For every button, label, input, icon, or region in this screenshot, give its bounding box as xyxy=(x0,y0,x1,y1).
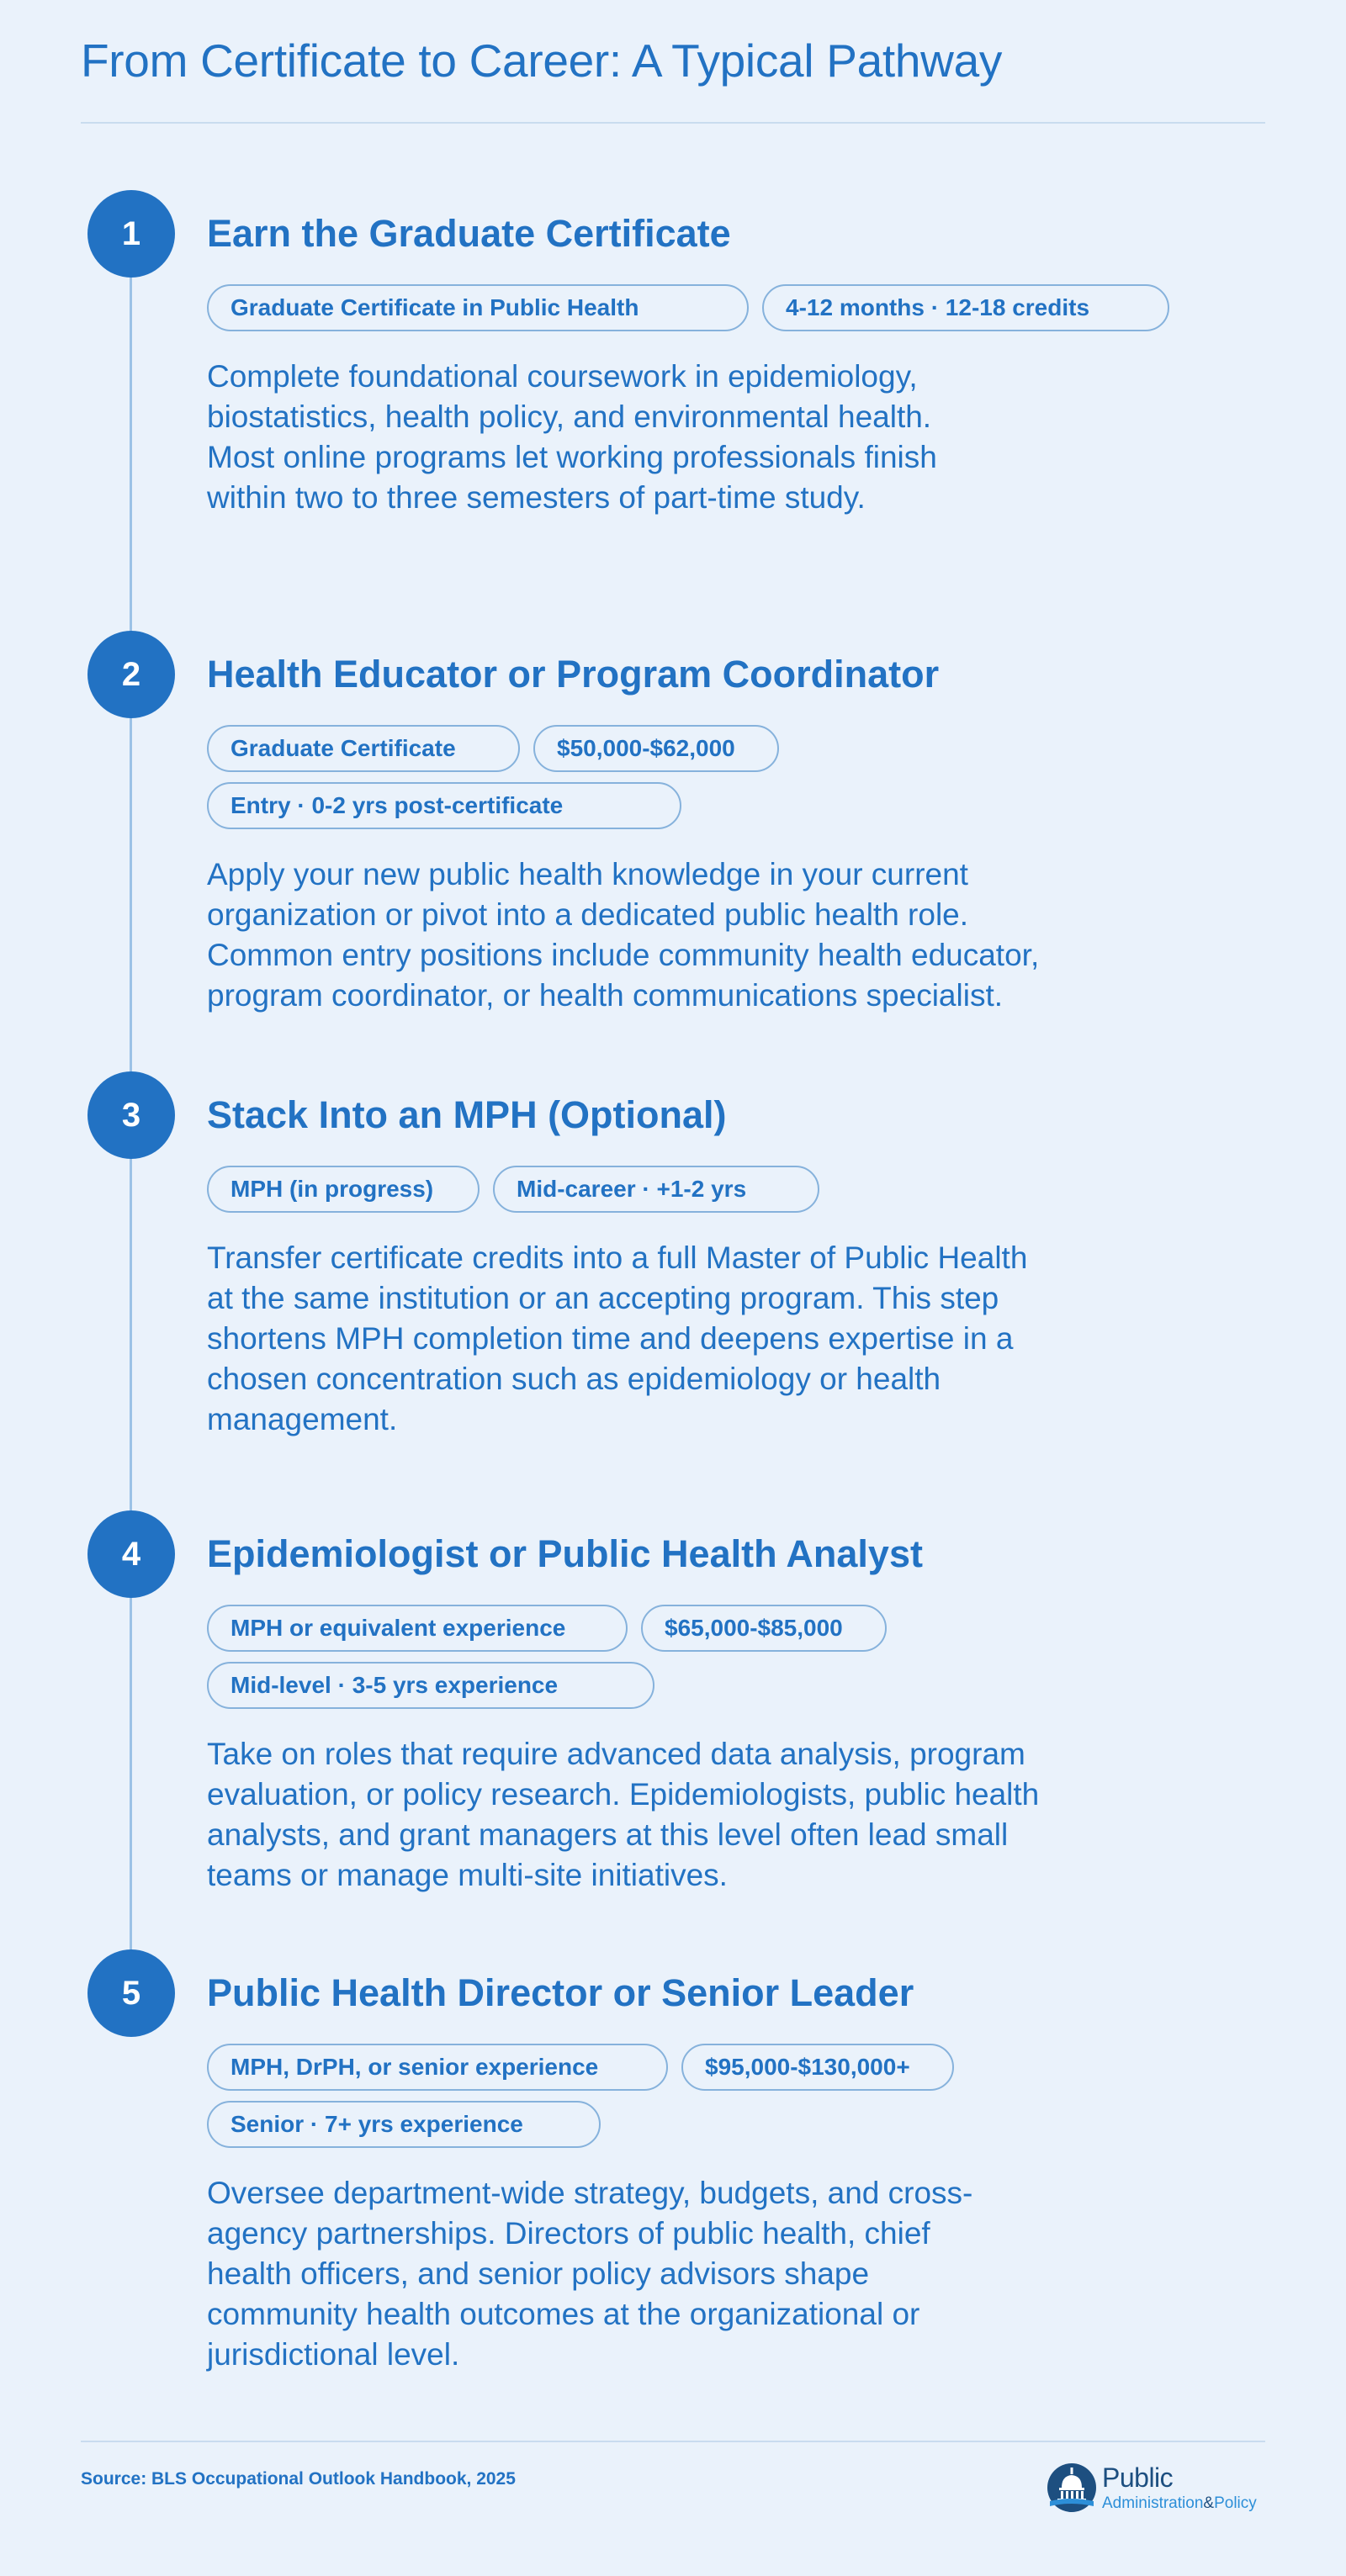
logo-text-sub xyxy=(1102,2494,1257,2513)
step-chips xyxy=(207,284,1216,341)
step-title: Public Health Director or Senior Leader xyxy=(207,1971,914,2014)
header-divider xyxy=(81,122,1265,124)
step-title: Earn the Graduate Certificate xyxy=(207,212,731,255)
salary-chip: $95,000-$130,000+ xyxy=(681,2044,954,2091)
step-number-badge: 2 xyxy=(87,631,175,718)
step-chips xyxy=(207,2044,1216,2158)
logo-text-policy: Policy xyxy=(1214,2494,1257,2512)
career-level-chip: Mid-level · 3-5 yrs experience xyxy=(207,1662,654,1709)
credential-chip: MPH or equivalent experience xyxy=(207,1605,628,1652)
step-title: Health Educator or Program Coordinator xyxy=(207,653,940,696)
step-chips xyxy=(207,1605,1216,1719)
career-level-chip: Senior · 7+ yrs experience xyxy=(207,2101,601,2148)
step-title: Stack Into an MPH (Optional) xyxy=(207,1093,727,1136)
duration-chip: 4-12 months · 12-18 credits xyxy=(762,284,1169,331)
career-level-chip: Entry · 0-2 yrs post-certificate xyxy=(207,782,681,829)
step-chips xyxy=(207,725,1216,839)
credential-chip: Graduate Certificate in Public Health xyxy=(207,284,749,331)
logo-text-ampersand: & xyxy=(1203,2494,1215,2512)
logo-text-administration: Administration xyxy=(1102,2494,1204,2512)
step-description: Transfer certificate credits into a full Master of Public Health at the same institution or an accepting program. This step shortens MPH completion time and deepens expertise in a chosen concentration such as epidemiology or health management. xyxy=(207,1240,1028,1436)
step-chips xyxy=(207,1166,1216,1223)
step-number-badge: 4 xyxy=(87,1510,175,1598)
step-description: Oversee department-wide strategy, budgets, and cross-agency partnerships. Directors of public health, chief health officers, and senior policy advisors shape community health outcomes at the organizational or jurisdictional level. xyxy=(207,2176,973,2372)
source-citation: Source: BLS Occupational Outlook Handbook, 2025 xyxy=(81,2469,516,2489)
career-level-chip: Mid-career · +1-2 yrs xyxy=(493,1166,819,1213)
salary-chip: $50,000-$62,000 xyxy=(533,725,779,772)
step-number-badge: 1 xyxy=(87,190,175,278)
step-number-badge: 5 xyxy=(87,1949,175,2037)
step-number-badge: 3 xyxy=(87,1071,175,1159)
capitol-dome-icon xyxy=(1047,2462,1097,2513)
footer-divider xyxy=(81,2441,1265,2442)
logo-text-main: Public xyxy=(1102,2462,1174,2493)
credential-chip: MPH, DrPH, or senior experience xyxy=(207,2044,668,2091)
credential-chip: MPH (in progress) xyxy=(207,1166,480,1213)
salary-chip: $65,000-$85,000 xyxy=(641,1605,887,1652)
step-description: Take on roles that require advanced data analysis, program evaluation, or policy research. Epidemiologists, public health analysts, and grant managers at this level often lead small teams or manage multi-site initiatives. xyxy=(207,1737,1040,1892)
step-description: Apply your new public health knowledge in your current organization or pivot into a dedicated public health role. Common entry positions include community health educator, program coordinator, or health communications specialist. xyxy=(207,857,1040,1013)
step-description: Complete foundational coursework in epidemiology, biostatistics, health policy, and environmental health. Most online programs let working professionals finish within two to three semesters of part-time study. xyxy=(207,359,937,515)
public-administration-policy-logo xyxy=(1047,2461,1265,2515)
step-title: Epidemiologist or Public Health Analyst xyxy=(207,1532,923,1575)
credential-chip: Graduate Certificate xyxy=(207,725,520,772)
page-title: From Certificate to Career: A Typical Pathway xyxy=(81,34,1003,87)
